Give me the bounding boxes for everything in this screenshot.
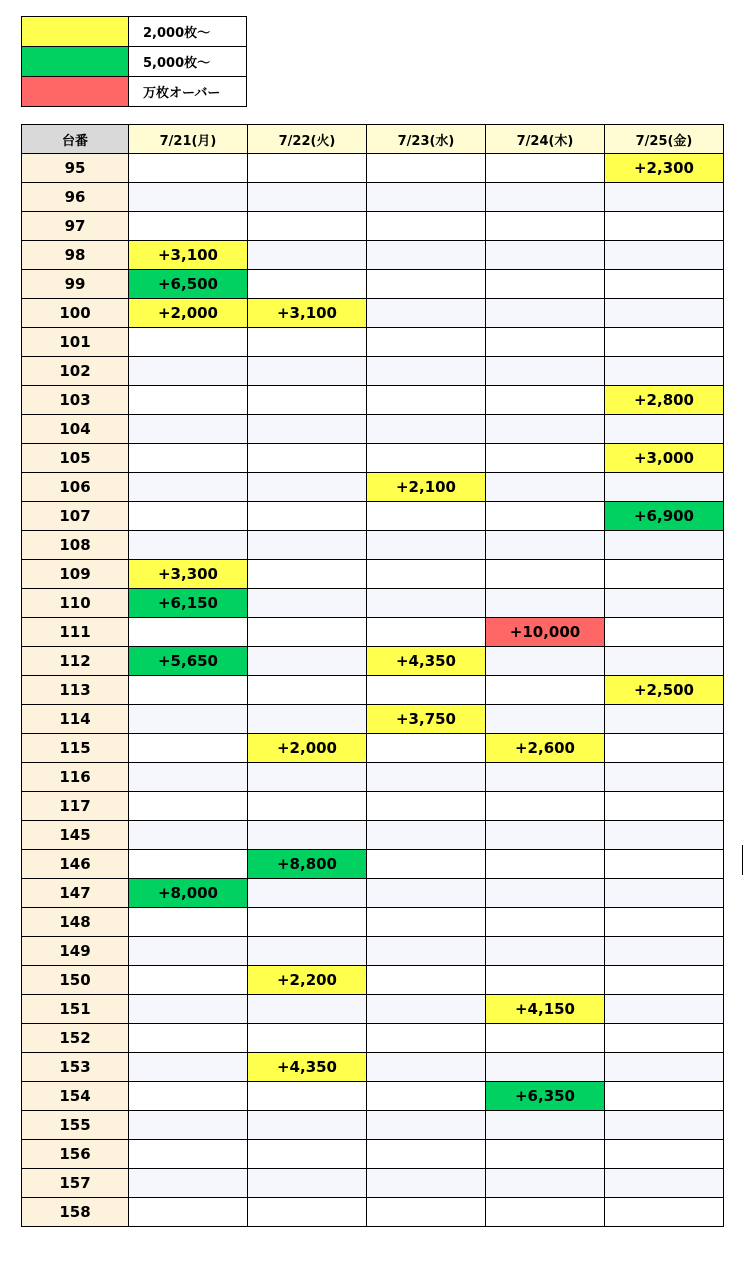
result-cell [605,1024,724,1053]
table-row [22,473,724,502]
machine-number: 97 [22,212,129,241]
machine-number: 145 [22,821,129,850]
result-cell [605,1198,724,1227]
result-cell [367,1198,486,1227]
table-row [22,676,724,705]
result-cell [367,1024,486,1053]
legend-label: 万枚オーバー [129,77,247,107]
result-cell [129,966,248,995]
table-row [22,270,724,299]
date-header: 7/23(水) [367,125,486,154]
result-cell [248,444,367,473]
date-header: 7/25(金) [605,125,724,154]
machine-number: 101 [22,328,129,357]
result-cell: +3,300 [129,560,248,589]
machine-number: 95 [22,154,129,183]
result-cell [129,183,248,212]
date-header: 7/22(火) [248,125,367,154]
result-cell: +6,500 [129,270,248,299]
result-cell [129,357,248,386]
result-cell: +3,100 [248,299,367,328]
result-cell [605,531,724,560]
result-cell [605,763,724,792]
result-cell [129,1053,248,1082]
result-cell [367,444,486,473]
machine-number: 102 [22,357,129,386]
result-cell [605,966,724,995]
result-cell [486,415,605,444]
result-cell [605,705,724,734]
table-row [22,705,724,734]
result-cell: +3,750 [367,705,486,734]
result-cell [129,415,248,444]
result-cell [486,1111,605,1140]
machine-number: 153 [22,1053,129,1082]
machine-number: 112 [22,647,129,676]
machine-number: 150 [22,966,129,995]
result-cell [605,792,724,821]
result-cell [248,270,367,299]
result-cell [248,937,367,966]
result-cell [486,821,605,850]
result-cell [248,386,367,415]
legend-label: 2,000枚〜 [129,17,247,47]
result-cell [248,908,367,937]
result-cell [367,676,486,705]
result-cell [248,1024,367,1053]
machine-number: 117 [22,792,129,821]
result-cell [367,270,486,299]
machine-number: 104 [22,415,129,444]
table-row [22,415,724,444]
result-cell [486,589,605,618]
result-cell [129,386,248,415]
result-cell [129,937,248,966]
result-cell [605,589,724,618]
result-cell [605,270,724,299]
machine-number: 115 [22,734,129,763]
result-cell [129,1082,248,1111]
table-row [22,821,724,850]
result-cell [129,908,248,937]
table-row [22,531,724,560]
result-cell [486,1053,605,1082]
machine-number: 107 [22,502,129,531]
result-cell [486,560,605,589]
result-cell [248,328,367,357]
result-cell [605,183,724,212]
result-cell [605,1169,724,1198]
table-row [22,937,724,966]
result-cell [486,908,605,937]
result-cell [367,357,486,386]
result-cell [367,937,486,966]
result-cell [486,1169,605,1198]
result-cell [129,763,248,792]
result-cell [248,1198,367,1227]
table-row [22,618,724,647]
result-cell [248,473,367,502]
result-cell [129,1169,248,1198]
result-cell [605,212,724,241]
result-cell [367,1082,486,1111]
result-cell [129,850,248,879]
result-cell: +3,000 [605,444,724,473]
result-cell: +8,800 [248,850,367,879]
result-cell: +4,350 [367,647,486,676]
result-cell [248,212,367,241]
result-cell [605,560,724,589]
result-cell [367,299,486,328]
machine-number: 116 [22,763,129,792]
result-cell [248,705,367,734]
stray-border-line [742,845,743,875]
result-cell [248,995,367,1024]
result-cell [367,154,486,183]
result-cell: +5,650 [129,647,248,676]
table-row [22,328,724,357]
result-cell [486,531,605,560]
result-cell [248,1169,367,1198]
result-cell: +6,900 [605,502,724,531]
result-cell [605,734,724,763]
machine-number: 110 [22,589,129,618]
machine-number: 154 [22,1082,129,1111]
result-cell [129,444,248,473]
result-cell [248,560,367,589]
result-cell [129,531,248,560]
result-cell [605,850,724,879]
result-cell [367,183,486,212]
result-cell [605,473,724,502]
result-cell [129,473,248,502]
result-cell [605,647,724,676]
result-cell [248,154,367,183]
machine-number: 157 [22,1169,129,1198]
result-cell [367,792,486,821]
result-cell [367,560,486,589]
result-cell [248,792,367,821]
machine-number: 155 [22,1111,129,1140]
table-row [22,966,724,995]
machine-number: 105 [22,444,129,473]
table-row [22,647,724,676]
result-cell: +4,350 [248,1053,367,1082]
machine-number: 98 [22,241,129,270]
legend-row [22,17,247,47]
result-cell [486,212,605,241]
result-cell [486,676,605,705]
result-cell [248,647,367,676]
machine-number: 148 [22,908,129,937]
result-cell [248,1111,367,1140]
result-cell: +3,100 [129,241,248,270]
result-cell [367,212,486,241]
result-cell [129,734,248,763]
result-cell [367,502,486,531]
result-cell [248,1082,367,1111]
machine-number: 108 [22,531,129,560]
machine-number: 103 [22,386,129,415]
result-cell [129,1198,248,1227]
result-cell: +8,000 [129,879,248,908]
result-cell [605,937,724,966]
result-cell [248,763,367,792]
table-row [22,1082,724,1111]
date-header: 7/24(木) [486,125,605,154]
result-cell: +2,600 [486,734,605,763]
table-row [22,792,724,821]
result-cell [248,618,367,647]
machine-number: 109 [22,560,129,589]
result-cell [605,1082,724,1111]
results-table [21,124,724,1227]
result-cell [248,676,367,705]
result-cell [129,212,248,241]
result-cell [129,1024,248,1053]
result-cell [367,1140,486,1169]
result-cell [248,357,367,386]
result-cell [367,531,486,560]
result-cell [248,821,367,850]
result-cell [367,995,486,1024]
table-row [22,357,724,386]
result-cell [486,1024,605,1053]
result-cell [486,937,605,966]
legend [21,16,247,107]
result-cell [248,415,367,444]
table-row [22,908,724,937]
result-cell [486,647,605,676]
result-cell [367,1169,486,1198]
result-cell [605,618,724,647]
result-cell [367,328,486,357]
result-cell [605,908,724,937]
result-cell [367,850,486,879]
result-cell [486,183,605,212]
result-cell [129,821,248,850]
result-cell [129,1140,248,1169]
result-cell [367,589,486,618]
result-cell [367,241,486,270]
result-cell [486,154,605,183]
legend-row [22,47,247,77]
result-cell [605,821,724,850]
table-row [22,183,724,212]
machine-number: 99 [22,270,129,299]
result-cell [367,763,486,792]
result-cell [605,241,724,270]
table-row [22,1140,724,1169]
result-cell: +6,350 [486,1082,605,1111]
table-row [22,879,724,908]
result-cell: +2,800 [605,386,724,415]
result-cell [248,241,367,270]
legend-label: 5,000枚〜 [129,47,247,77]
result-cell: +2,300 [605,154,724,183]
machine-number: 114 [22,705,129,734]
result-cell: +2,500 [605,676,724,705]
result-cell [486,502,605,531]
table-row [22,560,724,589]
result-cell [129,792,248,821]
machine-number: 151 [22,995,129,1024]
result-cell [605,879,724,908]
result-cell [605,357,724,386]
result-cell [248,502,367,531]
result-cell [367,734,486,763]
table-row [22,444,724,473]
result-cell [486,357,605,386]
machine-number: 113 [22,676,129,705]
header-row [22,125,724,154]
result-cell: +2,200 [248,966,367,995]
result-cell [129,676,248,705]
result-cell [367,386,486,415]
result-cell [129,618,248,647]
result-cell [367,879,486,908]
result-cell [367,618,486,647]
result-cell [486,966,605,995]
machine-number: 156 [22,1140,129,1169]
result-cell [367,966,486,995]
result-cell [248,1140,367,1169]
table-row [22,154,724,183]
machine-number: 106 [22,473,129,502]
result-cell [129,328,248,357]
machine-number: 158 [22,1198,129,1227]
result-cell [248,879,367,908]
result-cell [129,705,248,734]
result-cell: +6,150 [129,589,248,618]
result-cell [486,1198,605,1227]
legend-swatch-yellow [22,17,129,47]
result-cell [129,995,248,1024]
machine-number: 152 [22,1024,129,1053]
table-row [22,1024,724,1053]
table-row [22,1169,724,1198]
result-cell [486,1140,605,1169]
result-cell [248,183,367,212]
table-row [22,850,724,879]
result-cell [605,1140,724,1169]
table-row [22,386,724,415]
result-cell [605,1053,724,1082]
result-cell [486,473,605,502]
machine-number: 111 [22,618,129,647]
result-cell [129,154,248,183]
legend-row [22,77,247,107]
result-cell [486,386,605,415]
result-cell [367,821,486,850]
result-cell [486,328,605,357]
table-row [22,763,724,792]
table-row [22,1111,724,1140]
result-cell [367,1053,486,1082]
result-cell [605,328,724,357]
result-cell: +10,000 [486,618,605,647]
machine-number-header: 台番 [22,125,129,154]
result-cell [367,908,486,937]
result-cell [129,502,248,531]
result-cell [605,1111,724,1140]
result-cell [486,705,605,734]
result-cell [486,444,605,473]
result-cell [367,1111,486,1140]
table-row [22,212,724,241]
result-cell [486,270,605,299]
machine-number: 147 [22,879,129,908]
legend-swatch-red [22,77,129,107]
result-cell [486,850,605,879]
machine-number: 100 [22,299,129,328]
machine-number: 146 [22,850,129,879]
result-cell: +2,000 [248,734,367,763]
result-cell [486,241,605,270]
result-cell [486,879,605,908]
table-row [22,502,724,531]
result-cell [248,589,367,618]
table-row [22,734,724,763]
result-cell: +2,100 [367,473,486,502]
result-cell: +2,000 [129,299,248,328]
result-cell [486,299,605,328]
table-row [22,1053,724,1082]
table-row [22,995,724,1024]
result-cell [605,995,724,1024]
result-cell [248,531,367,560]
result-cell [367,415,486,444]
table-row [22,241,724,270]
legend-swatch-green [22,47,129,77]
result-cell [486,792,605,821]
machine-number: 96 [22,183,129,212]
machine-number: 149 [22,937,129,966]
result-cell [129,1111,248,1140]
result-cell [605,415,724,444]
table-row [22,299,724,328]
table-row [22,589,724,618]
table-row [22,1198,724,1227]
result-cell [486,763,605,792]
date-header: 7/21(月) [129,125,248,154]
result-cell [605,299,724,328]
result-cell: +4,150 [486,995,605,1024]
